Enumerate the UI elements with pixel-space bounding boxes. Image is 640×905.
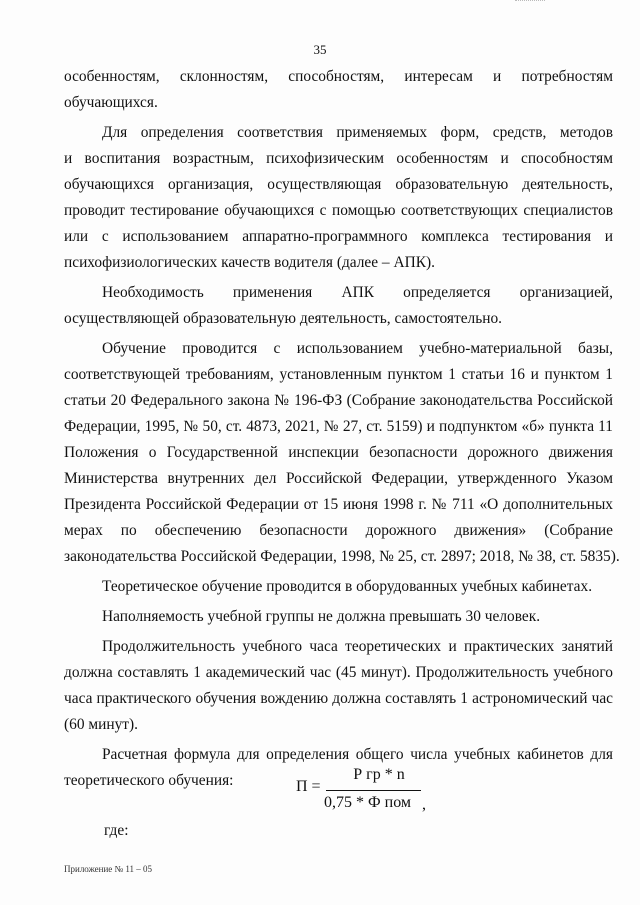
text-line: должна составлять 1 академический час (45 минут). Продолжительность учебного [64,664,613,681]
formula-lhs: П = [296,778,321,795]
text-line: Президента Российской Федерации от 15 июня 1998 г. № 711 «О дополнительных [64,496,613,513]
text-line: мерах по обеспечению безопасности дорожного движения» (Собрание [64,522,613,539]
text-line: Обучение проводится с использованием учебно-материальной базы, [102,340,613,357]
scan-artifact [515,0,545,5]
where-label: где: [104,822,129,839]
text-line: соответствующей требованиям, установленным пунктом 1 статьи 16 и пунктом 1 [64,366,613,383]
formula-numerator: Р гр * n [353,766,405,783]
text-line: часа практического обучения вождению должна составлять 1 астрономический час [64,690,613,707]
text-line: Федерации, 1995, № 50, ст. 4873, 2021, № 27, ст. 5159) и подпунктом «б» пункта 11 [64,418,613,435]
formula-trailing-comma: , [422,796,426,813]
text-line: проводит тестирование обучающихся с помощью соответствующих специалистов [64,202,613,219]
text-line: особенностям, склонностям, способностям, интересам и потребностям [64,68,613,85]
text-line: Расчетная формула для определения общего числа учебных кабинетов для [102,746,613,763]
page-number: 35 [313,42,327,57]
text-line: Теоретическое обучение проводится в оборудованных учебных кабинетах. [102,578,593,595]
text-line: Положения о Государственной инспекции безопасности дорожного движения [64,444,613,461]
text-line: Наполняемость учебной группы не должна превышать 30 человек. [102,608,541,625]
text-line: Необходимость применения АПК определяется организацией, [102,284,613,301]
fraction-bar [326,790,421,791]
text-line: Министерства внутренних дел Российской Федерации, утвержденного Указом [64,470,613,487]
text-line: и воспитания возрастным, психофизическим особенностям и способностям [64,150,613,167]
text-line: осуществляющей образовательную деятельность, самостоятельно. [64,310,503,327]
text-line: или с использованием аппаратно-программного комплекса тестирования и [64,228,613,245]
text-line: психофизиологических качеств водителя (далее – АПК). [64,254,435,271]
text-line: законодательства Российской Федерации, 1998, № 25, ст. 2897; 2018, № 38, ст. 5835). [64,548,620,565]
text-line: (60 минут). [64,716,138,733]
body-text [64,64,620,794]
text-line: обучающихся. [64,94,158,111]
text-line: статьи 20 Федерального закона № 196-ФЗ (Собрание законодательства Российской [64,392,613,409]
text-line: обучающихся организация, осуществляющая образовательную деятельность, [64,176,613,193]
formula-denominator: 0,75 * Ф пом [324,794,412,811]
text-line: теоретического обучения: [64,772,234,789]
text-line: Для определения соответствия применяемых форм, средств, методов [102,124,613,141]
footer-note: Приложение № 11 – 05 [64,864,153,874]
text-line: Продолжительность учебного часа теоретических и практических занятий [102,638,613,655]
